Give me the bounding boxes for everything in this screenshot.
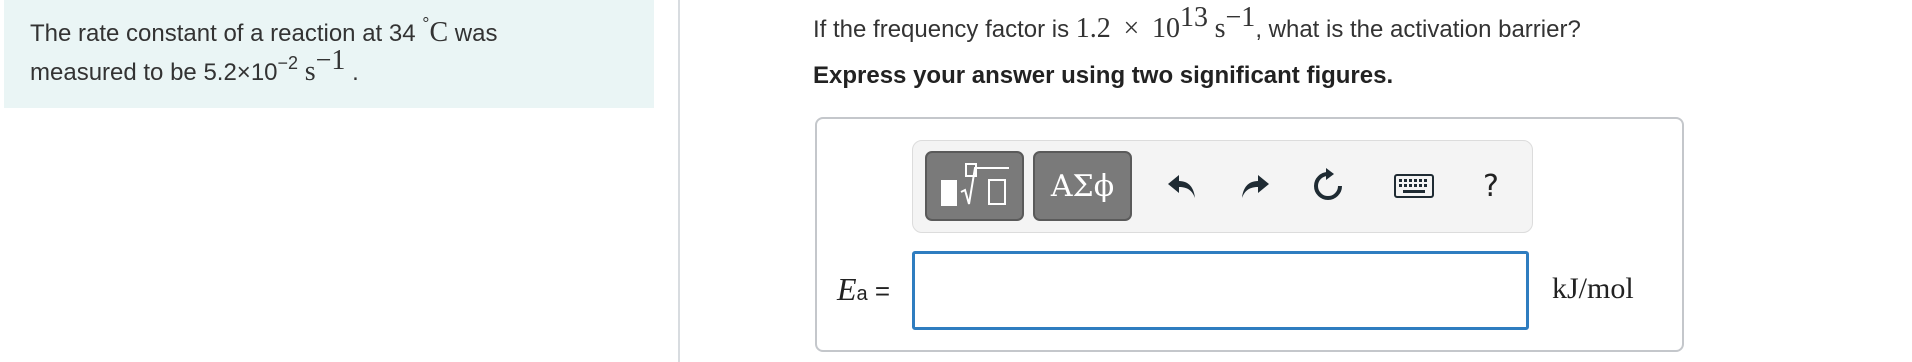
frequency-base: 10 bbox=[1151, 13, 1180, 44]
frequency-coefficient: 1.2 bbox=[1075, 13, 1111, 44]
undo-button[interactable] bbox=[1157, 161, 1207, 211]
rate-exponent: −2 bbox=[277, 53, 299, 73]
variable-subscript: a bbox=[856, 283, 868, 305]
answer-variable-label bbox=[837, 271, 890, 308]
rate-unit-exponent: −1 bbox=[315, 45, 346, 76]
intro-period: . bbox=[345, 59, 359, 86]
intro-line1-suffix: was bbox=[448, 20, 498, 47]
help-button[interactable]: ? bbox=[1483, 168, 1499, 204]
keyboard-button[interactable] bbox=[1389, 161, 1439, 211]
degree-symbol: ° bbox=[422, 14, 430, 34]
question-text bbox=[813, 2, 1581, 49]
panel-divider bbox=[678, 0, 680, 362]
reset-button[interactable] bbox=[1303, 161, 1353, 211]
redo-button[interactable] bbox=[1230, 161, 1280, 211]
frequency-unit-s: s bbox=[1214, 13, 1226, 44]
answer-unit: kJ/mol bbox=[1552, 272, 1634, 305]
math-toolbar bbox=[912, 140, 1533, 233]
frequency-exponent: 13 bbox=[1179, 2, 1208, 33]
intro-line2-prefix: measured to be 5.2×10 bbox=[30, 59, 278, 86]
symbols-button[interactable]: ΑΣϕ bbox=[1033, 151, 1132, 221]
celsius-unit: C bbox=[429, 17, 449, 48]
equals-sign: = bbox=[867, 276, 891, 306]
problem-intro bbox=[4, 0, 654, 108]
templates-button[interactable] bbox=[925, 151, 1024, 221]
undo-icon bbox=[1165, 169, 1199, 203]
question-suffix: , what is the activation barrier? bbox=[1255, 16, 1581, 43]
reset-icon bbox=[1310, 168, 1346, 204]
redo-icon bbox=[1238, 169, 1272, 203]
variable-symbol: E bbox=[837, 271, 857, 307]
times-symbol: × bbox=[1123, 13, 1140, 44]
rate-unit-s: s bbox=[304, 56, 316, 87]
keyboard-icon bbox=[1394, 174, 1434, 198]
templates-icon bbox=[937, 162, 1013, 210]
answer-input[interactable] bbox=[912, 251, 1529, 330]
question-prefix: If the frequency factor is bbox=[813, 16, 1076, 43]
frequency-unit-exponent: −1 bbox=[1225, 2, 1256, 33]
answer-instruction: Express your answer using two significant figures. bbox=[813, 62, 1394, 89]
intro-line1-prefix: The rate constant of a reaction at 34 bbox=[30, 20, 423, 47]
